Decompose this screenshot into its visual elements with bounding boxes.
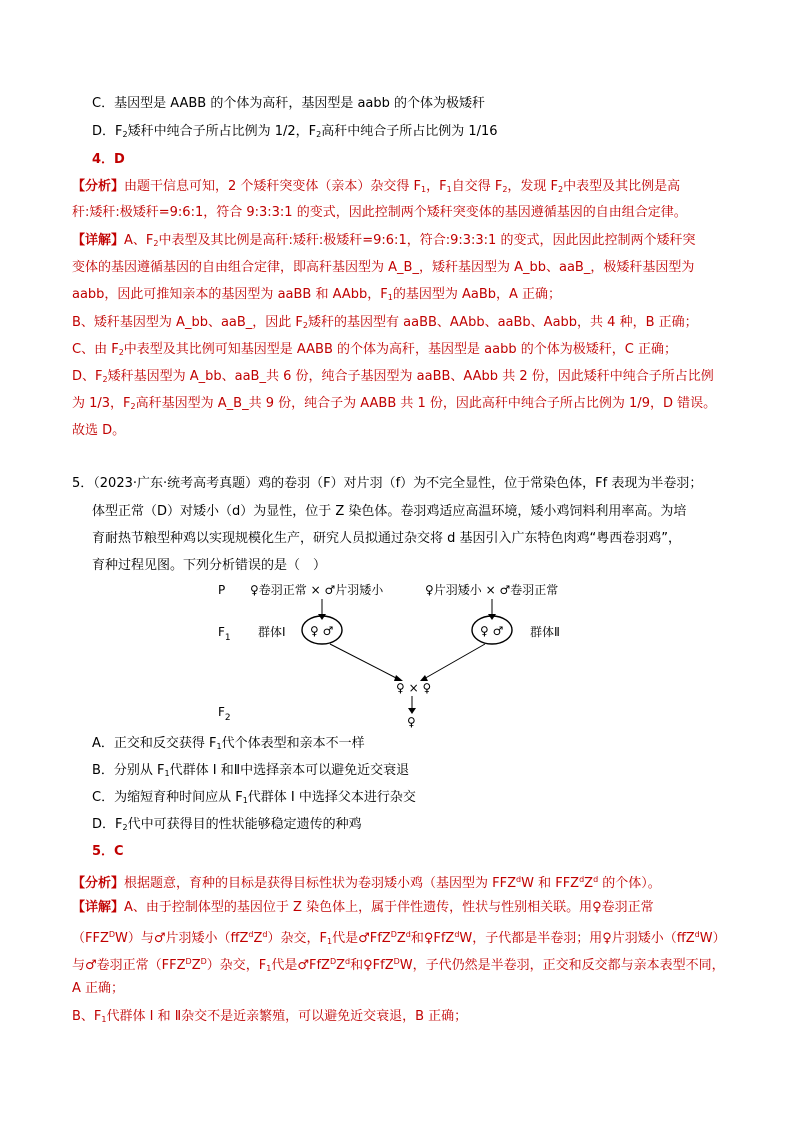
generation-p-label: P xyxy=(218,583,226,597)
q4-analysis-line-1: 【分析】由题干信息可知，2 个矮秆突变体（亲本）杂交得 $F_1$，$F_1$自交得 $F_2$，发现 $F_2$中表型及其比例是高 xyxy=(72,179,681,194)
q5-option-d: D．$F_2$代中可获得目的性状能够稳定遗传的种鸡 xyxy=(92,817,362,832)
q4-detail-line-5: C、由 $F_2$中表型及其比例可知基因型是 AABB 的个体为高秆，基因型是 aabb 的个体为极矮秆，C 正确； xyxy=(72,342,677,357)
population-1-label: 群体Ⅰ xyxy=(258,625,286,639)
q5-detail-line-5: B、$F_1$代群体 I 和 Ⅱ杂交不是近亲繁殖，可以避免近交衰退，B 正确； xyxy=(72,1009,468,1024)
cross-1-label: ♀卷羽正常 × ♂片羽矮小 xyxy=(250,583,384,597)
q4-option-c: C．基因型是 AABB 的个体为高秆，基因型是 aabb 的个体为极矮秆 xyxy=(92,96,486,111)
q5-stem-line-3: 育耐热节粮型种鸡以实现规模化生产，研究人员拟通过杂交将 d 基因引入广东特色肉鸡“粤西卷羽鸡”， xyxy=(92,531,681,546)
q4-detail-line-2: 变体的基因遵循基因的自由组合定律，即高秆基因型为 A_B_，矮秆基因型为 A_bb、aaB_，极矮秆基因型为 xyxy=(72,260,695,275)
q4-answer: 4．D xyxy=(92,152,125,167)
merge-arrow-left xyxy=(330,644,400,680)
f2-arrowhead xyxy=(408,708,416,714)
q4-detail-line-1: 【详解】A、$F_2$中表型及其比例是高秆:矮秆:极矮秆=9:6:1，符合:9:3:3:1 的变式，因此因此控制两个矮秆突 xyxy=(72,233,696,248)
q4-analysis-line-2: 秆:矮秆:极矮秆=9:6:1，符合 9:3:3:1 的变式，因此控制两个矮秆突变体的基因遵循基因的自由组合定律。 xyxy=(72,205,687,220)
q5-detail-line-2: $(FFZ^DW)$与♂片羽矮小$(ffZ^dZ^d)$杂交，$F_1$代是$♂FfZ^DZ^d$和♀FfZ$^d$W，子代都是半卷羽；用♀片羽矮小（ffZ$^d$W） xyxy=(72,930,726,946)
q5-option-c: C．为缩短育种时间应从 $F_1$代群体 I 中选择父本进行杂交 xyxy=(92,790,416,805)
breeding-diagram xyxy=(200,580,600,730)
generation-f2-label: $F_2$ xyxy=(218,705,231,723)
q4-detail-line-8: 故选 D。 xyxy=(72,423,126,438)
cross-1-arrowhead xyxy=(318,614,326,620)
merge-arrow-right xyxy=(422,644,485,680)
q5-stem-line-4: 育种过程见图。下列分析错误的是（ ） xyxy=(92,558,327,573)
q5-detail-line-1: 【详解】A、由于控制体型的基因位于 Z 染色体上，属于伴性遗传，性状与性别相关联。用♀卷羽正常 xyxy=(72,900,654,915)
population-1-sexes: ♀ ♂ xyxy=(310,624,334,638)
q5-answer: 5．C xyxy=(92,844,124,859)
q5-option-a: A．正交和反交获得 $F_1$代个体表型和亲本不一样 xyxy=(92,736,365,751)
f2-symbol: ♀ xyxy=(407,715,416,729)
cross-2-arrowhead xyxy=(488,614,496,620)
q5-stem-line-2: 体型正常（D）对矮小（d）为显性，位于 Z 染色体。卷羽鸡适应高温环境，矮小鸡饲料利用率高。为培 xyxy=(92,504,687,519)
q4-detail-line-6: D、$F_2$矮秆基因型为 A_bb、aaB_共 6 份，纯合子基因型为 aaBB、AAbb 共 2 份，因此矮秆中纯合子所占比例 xyxy=(72,369,714,384)
f1-intercross-label: ♀ × ♀ xyxy=(396,681,432,695)
q5-analysis-line: 【分析】根据题意，育种的目标是获得目标性状为卷羽矮小鸡（基因型为 FFZ$^d$W 和 $FFZ^dZ^d$ 的个体）。 xyxy=(72,875,661,891)
population-2-sexes: ♀ ♂ xyxy=(480,624,504,638)
q4-option-d: D．$F_2$矮秆中纯合子所占比例为 1/2，$F_2$高秆中纯合子所占比例为 1/16 xyxy=(92,124,498,139)
q4-detail-line-3: aabb，因此可推知亲本的基因型为 aaBB 和 AAbb，$F_1$的基因型为 AaBb，A 正确； xyxy=(72,287,562,302)
q4-detail-line-4: B、矮秆基因型为 A_bb、aaB_，因此 $F_2$矮秆的基因型有 aaBB、AAbb、aaBb、Aabb，共 4 种，B 正确； xyxy=(72,315,698,330)
q4-detail-line-7: 为 1/3，$F_2$高秆基因型为 A_B_共 9 份，纯合子为 AABB 共 1 份，因此高秆中纯合子所占比例为 1/9，D 错误。 xyxy=(72,396,717,411)
population-2-label: 群体Ⅱ xyxy=(530,625,560,639)
cross-2-label: ♀片羽矮小 × ♂卷羽正常 xyxy=(425,583,559,597)
q5-detail-line-4: A 正确； xyxy=(72,981,125,996)
generation-f1-label: $F_1$ xyxy=(218,625,231,643)
q5-stem-line-1: 5．（2023·广东·统考高考真题）鸡的卷羽（F）对片羽（f）为不完全显性，位于常染色体，Ff 表现为半卷羽； xyxy=(72,476,703,491)
q5-option-b: B．分别从 $F_1$代群体 I 和Ⅱ中选择亲本可以避免近交衰退 xyxy=(92,763,410,778)
q5-detail-line-3: 与♂卷羽正常$(FFZ^DZ^D)$杂交，$F_1$代是$♂FfZ^DZ^d$和♀FfZ$^D$W，子代仍然是半卷羽，正交和反交都与亲本表型不同， xyxy=(72,957,725,973)
